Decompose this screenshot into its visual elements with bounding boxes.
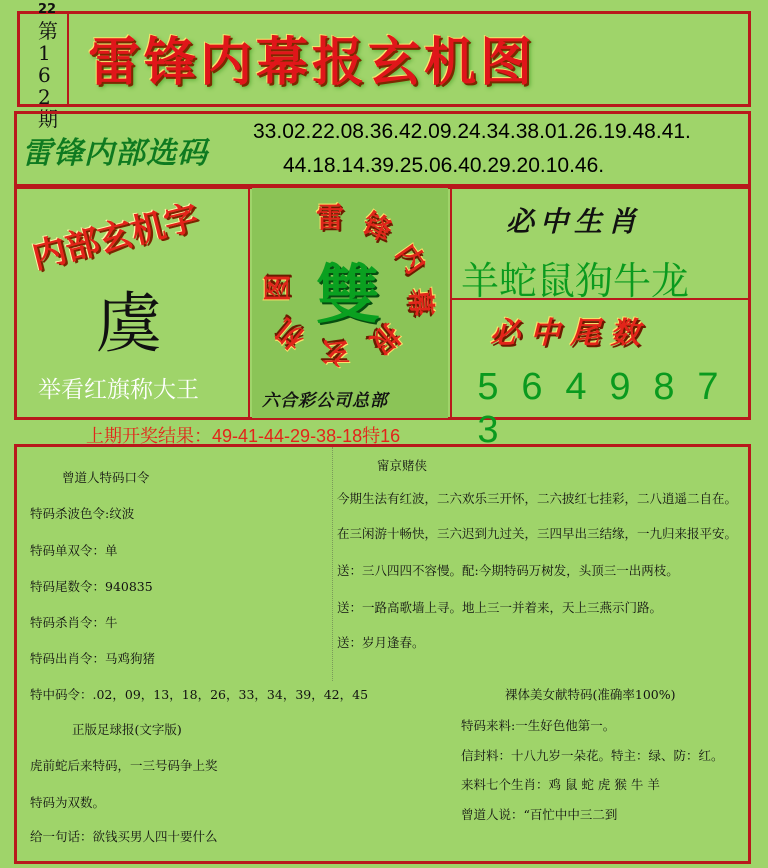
center-big-char: 雙 [316, 258, 380, 333]
right-header: 甯京赌侠 [377, 458, 428, 473]
ring-char-5: 报 [363, 317, 407, 361]
center-footer: 六合彩公司总部 [262, 391, 388, 411]
secret-label: 内部玄机字 [28, 197, 203, 278]
zodiac-label: 必中生肖 [506, 205, 643, 238]
ring-char-6: 玄 [322, 336, 351, 369]
tail-digit: 4 [565, 366, 587, 408]
secret-phrase: 举看红旗称大王 [38, 377, 199, 403]
ring-char-3: 内 [389, 237, 433, 280]
tail-label: 必中尾数 [490, 316, 650, 351]
right-line-2: 特码来料:一生好色他第一。 [461, 718, 616, 733]
left-line: 特码杀肖令：牛 [30, 615, 118, 630]
left-line: 特中码令：.02，09，13，18，26，33，34，39，42，45 [30, 687, 369, 702]
left-line: 特码尾数令：940835 [30, 579, 153, 594]
section1-label: 雷锋内部选码 [22, 136, 208, 171]
tail-digit: 7 [697, 366, 719, 408]
left-line-2: 虎前蛇后来特码，一三号码争上奖 [30, 758, 218, 773]
right-line-2: 曾道人说：“百忙中中三二到 [461, 807, 618, 822]
secret-char: 虞 [96, 285, 162, 362]
tail-digit: 3 [477, 409, 499, 451]
left-line: 特码杀波色令:纹波 [30, 506, 135, 521]
tail-digit: 9 [609, 366, 631, 408]
tail-digit: 5 [477, 366, 499, 408]
left-line-2: 特码为双数。 [30, 795, 106, 810]
last-result: 上期开奖结果：49-41-44-29-38-18特16 [86, 426, 401, 446]
divider-vertical [332, 447, 333, 681]
issue-top: 22 [38, 2, 57, 17]
left-line-2: 给一句话：欲钱买男人四十要什么 [30, 829, 218, 844]
ring-char-8: 图 [261, 273, 295, 303]
ring-char-4: 幕 [402, 286, 439, 318]
page-title: 雷锋内幕报玄机图 [88, 32, 537, 93]
issue-label: 第162期 [38, 19, 58, 131]
tail-digit: 8 [653, 366, 675, 408]
left-line: 特码出肖令：马鸡狗猪 [30, 651, 156, 666]
numbers-line-2: 44.18.14.39.25.06.40.29.20.10.46. [283, 154, 605, 177]
right-line: 送：岁月逢春。 [337, 635, 425, 650]
right-line-2: 来料七个生肖：鸡 鼠 蛇 虎 猴 牛 羊 [461, 777, 660, 792]
right-line: 今期生法有红波，二六欢乐三开怀，二六披红七挂彩，二八逍遥二自在。 [337, 491, 738, 506]
right-line: 在三闲游十畅快，三六迟到九过关，三四早出三结缘，一九归来报平安。 [337, 526, 738, 541]
tail-digits [466, 366, 768, 452]
numbers-line-1: 33.02.22.08.36.42.09.24.34.38.01.26.19.48.41. [253, 120, 691, 143]
zodiac-value: 羊蛇鼠狗牛龙 [461, 259, 690, 303]
ring-char-7: 机 [268, 312, 312, 356]
right-line: 送：一路高歌墙上寻。地上三一并着来，天上三燕示门路。 [337, 600, 663, 615]
right-header-2: 裸体美女献特码(准确率100%) [505, 687, 676, 702]
left-line: 特码单双令：单 [30, 543, 118, 558]
ring-char-2: 锋 [357, 206, 398, 249]
left-header: 曾道人特码口令 [62, 470, 150, 485]
ring-char-1: 雷 [316, 201, 345, 234]
left-header-2: 正版足球报(文字版) [72, 722, 182, 737]
right-line-2: 信封料：十八九岁一朵花。特主：绿、防：红。 [461, 748, 724, 763]
tail-digit: 6 [521, 366, 543, 408]
right-line: 送：三八四四不容慢。配:今期特码万树发，头顶三一出两枝。 [337, 563, 679, 578]
